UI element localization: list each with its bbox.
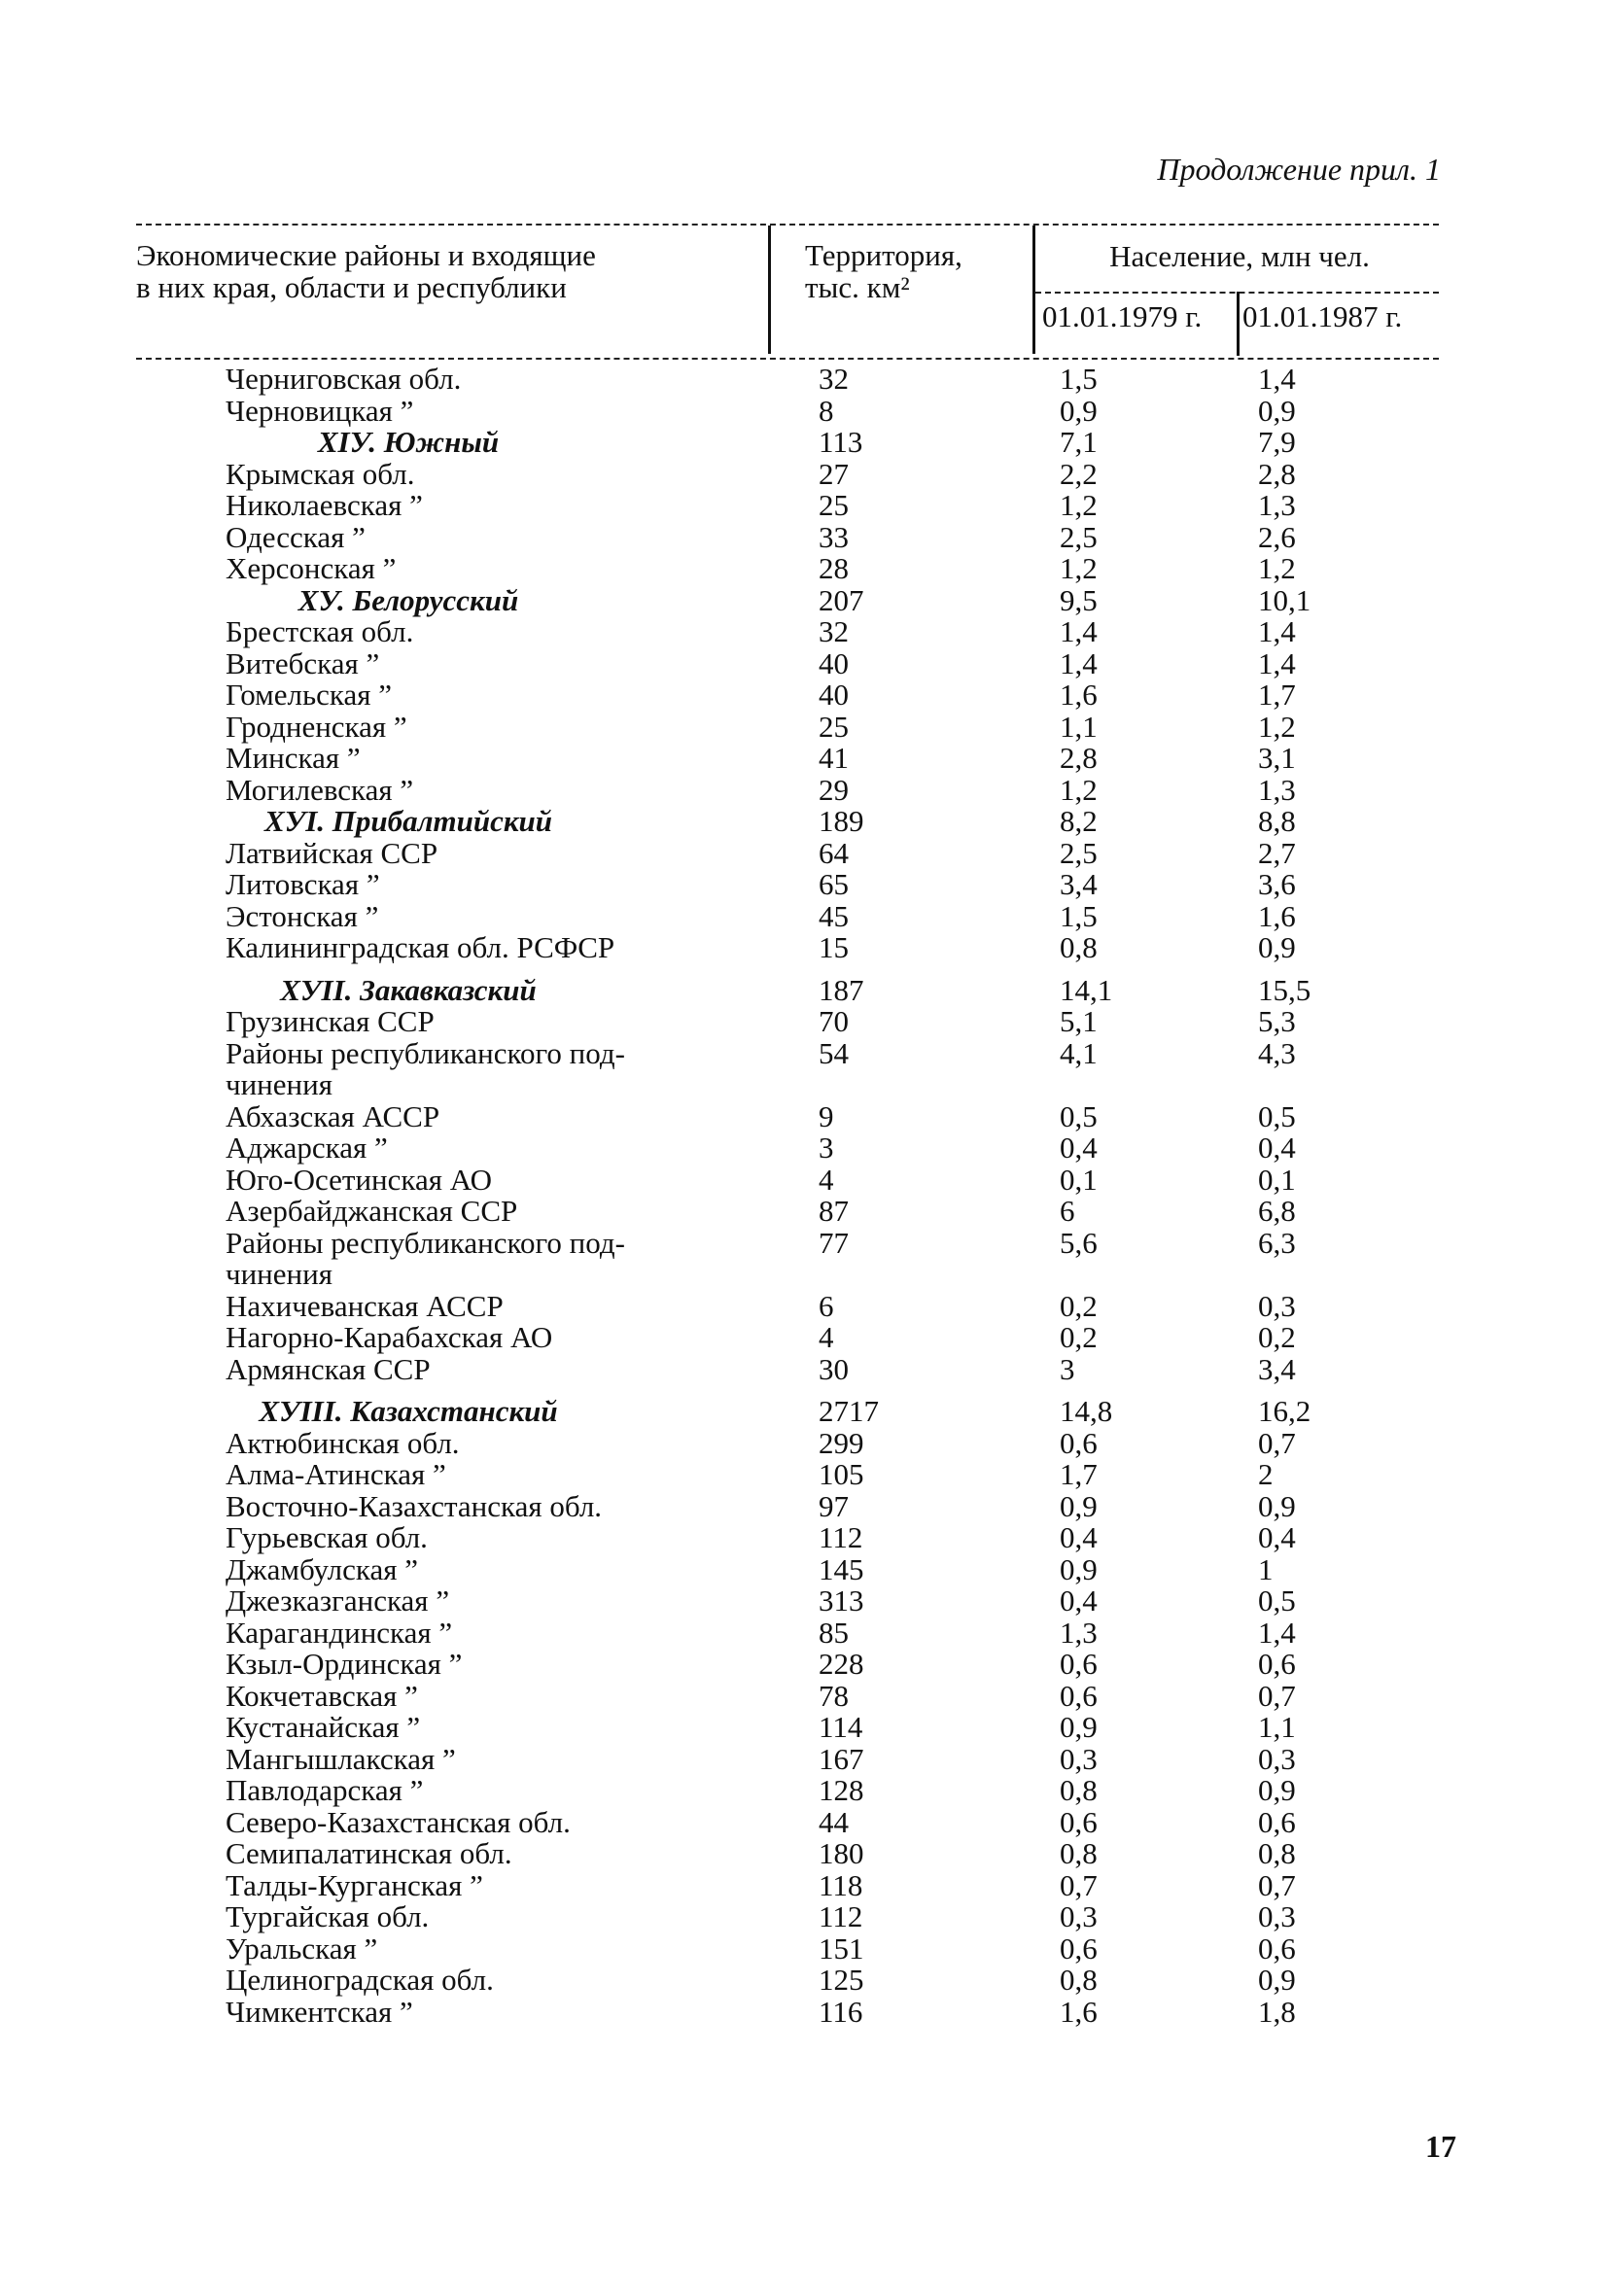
- row-pop-1979: 1,3: [1060, 1615, 1098, 1650]
- row-name: Николаевская ”: [226, 488, 423, 522]
- row-pop-1979: 0,8: [1060, 1963, 1098, 1997]
- row-pop-1987: 1,4: [1258, 1615, 1296, 1650]
- row-pop-1987: 1,1: [1258, 1710, 1296, 1744]
- row-territory: 78: [819, 1678, 849, 1713]
- table-row: [0, 1069, 1608, 1101]
- table-row: [0, 1741, 1608, 1776]
- table-row: [0, 1551, 1608, 1586]
- row-name: ХУI. Прибалтийский: [263, 804, 553, 838]
- row-pop-1979: 0,3: [1060, 1741, 1098, 1776]
- continuation-label: Продолжение прил. 1: [1157, 152, 1441, 187]
- row-territory: 189: [819, 804, 864, 838]
- table-row: [0, 1649, 1608, 1681]
- row-pop-1979: 1,2: [1060, 551, 1098, 585]
- table-row: [0, 1712, 1608, 1744]
- table-row: [0, 1994, 1608, 2029]
- row-name: Гурьевская обл.: [226, 1520, 428, 1554]
- table-row: [0, 1488, 1608, 1523]
- row-name: Чимкентская ”: [226, 1994, 413, 2029]
- table-row: [0, 1162, 1608, 1197]
- row-territory: 128: [819, 1773, 864, 1807]
- row-pop-1987: 3,4: [1258, 1351, 1296, 1386]
- row-pop-1979: 1,4: [1060, 645, 1098, 680]
- row-pop-1979: 0,2: [1060, 1320, 1098, 1354]
- table-body: [0, 364, 1608, 2028]
- row-pop-1979: 14,8: [1060, 1394, 1113, 1428]
- row-territory: 70: [819, 1004, 849, 1038]
- row-pop-1987: 0,3: [1258, 1899, 1296, 1933]
- region-heading-row: [0, 806, 1608, 838]
- row-pop-1979: 6: [1060, 1194, 1075, 1228]
- row-name: Витебская ”: [226, 645, 380, 680]
- table-row: [0, 679, 1608, 712]
- row-name: Латвийская ССР: [226, 835, 438, 870]
- row-pop-1979: 0,8: [1060, 930, 1098, 964]
- row-territory: 187: [819, 972, 864, 1007]
- row-name: ХУII. Закавказский: [280, 972, 537, 1007]
- row-territory: 40: [819, 645, 849, 680]
- row-pop-1987: 1,2: [1258, 551, 1296, 585]
- row-pop-1979: 1,7: [1060, 1457, 1098, 1491]
- row-name: Семипалатинская обл.: [226, 1836, 512, 1870]
- row-pop-1987: 6,8: [1258, 1194, 1296, 1228]
- region-heading-row: [0, 1396, 1608, 1428]
- table-row: [0, 645, 1608, 680]
- row-pop-1987: 5,3: [1258, 1004, 1296, 1038]
- row-pop-1987: 1,6: [1258, 898, 1296, 933]
- row-name: Северо-Казахстанская обл.: [226, 1804, 571, 1839]
- table-row: [0, 490, 1608, 522]
- row-territory: 27: [819, 456, 849, 491]
- row-territory: 40: [819, 678, 849, 712]
- table-row: [0, 1615, 1608, 1650]
- region-heading-row: [0, 972, 1608, 1007]
- row-name: Минская ”: [226, 741, 361, 775]
- row-name: Гродненская ”: [226, 709, 407, 744]
- row-pop-1979: 0,5: [1060, 1098, 1098, 1133]
- row-pop-1979: 0,9: [1060, 393, 1098, 428]
- row-territory: 105: [819, 1457, 864, 1491]
- row-name: Херсонская ”: [226, 551, 397, 585]
- row-name: Целиноградская обл.: [226, 1963, 494, 1997]
- row-territory: 151: [819, 1931, 864, 1966]
- row-pop-1987: 0,6: [1258, 1931, 1296, 1966]
- row-name: Кокчетавская ”: [226, 1678, 418, 1713]
- row-territory: 207: [819, 582, 864, 617]
- row-pop-1987: 1,8: [1258, 1994, 1296, 2029]
- row-territory: 112: [819, 1899, 863, 1933]
- row-pop-1979: 1,4: [1060, 614, 1098, 648]
- row-pop-1987: 15,5: [1258, 972, 1311, 1007]
- row-name: Азербайджанская ССР: [226, 1194, 518, 1228]
- row-name: ХУIII. Казахстанский: [259, 1394, 558, 1428]
- row-pop-1987: 1,2: [1258, 709, 1296, 744]
- row-territory: 44: [819, 1804, 849, 1839]
- row-pop-1987: 0,3: [1258, 1741, 1296, 1776]
- row-territory: 313: [819, 1583, 864, 1618]
- row-territory: 6: [819, 1288, 834, 1323]
- row-pop-1987: 0,9: [1258, 393, 1296, 428]
- row-pop-1987: 1,7: [1258, 678, 1296, 712]
- row-pop-1979: 5,6: [1060, 1225, 1098, 1260]
- table-row: [0, 1585, 1608, 1618]
- row-pop-1987: 0,5: [1258, 1098, 1296, 1133]
- row-territory: 3: [819, 1131, 834, 1165]
- table-row: [0, 1006, 1608, 1038]
- table-row: [0, 835, 1608, 870]
- row-territory: 28: [819, 551, 849, 585]
- row-pop-1979: 2,2: [1060, 456, 1098, 491]
- row-name: Эстонская ”: [226, 898, 379, 933]
- row-territory: 29: [819, 772, 849, 807]
- row-pop-1979: 0,6: [1060, 1678, 1098, 1713]
- row-territory: 33: [819, 519, 849, 554]
- row-name: Черниговская обл.: [226, 362, 462, 396]
- row-name: Нахичеванская АССР: [226, 1288, 504, 1323]
- row-name: Грузинская ССР: [226, 1004, 435, 1038]
- table-row: [0, 932, 1608, 964]
- row-territory: 65: [819, 867, 849, 901]
- row-pop-1979: 0,8: [1060, 1836, 1098, 1870]
- row-territory: 118: [819, 1867, 863, 1902]
- header-divider-1: [768, 226, 771, 354]
- row-pop-1979: 1,2: [1060, 488, 1098, 522]
- row-name: Могилевская ”: [226, 772, 414, 807]
- row-pop-1979: 14,1: [1060, 972, 1113, 1007]
- row-pop-1987: 8,8: [1258, 804, 1296, 838]
- row-name: Районы республиканского под-: [226, 1225, 625, 1260]
- region-heading-row: [0, 582, 1608, 617]
- row-pop-1979: 0,1: [1060, 1162, 1098, 1197]
- row-name: Павлодарская ”: [226, 1773, 424, 1807]
- table-row: [0, 1838, 1608, 1870]
- row-name: Районы республиканского под-: [226, 1035, 625, 1070]
- row-pop-1979: 1,5: [1060, 898, 1098, 933]
- row-territory: 25: [819, 488, 849, 522]
- row-pop-1979: 1,2: [1060, 772, 1098, 807]
- table-row: [0, 519, 1608, 554]
- row-pop-1987: 2,6: [1258, 519, 1296, 554]
- row-pop-1987: 0,3: [1258, 1288, 1296, 1323]
- row-pop-1987: 0,9: [1258, 1773, 1296, 1807]
- header-regions-line1: Экономические районы и входящие: [136, 238, 596, 272]
- row-pop-1987: 10,1: [1258, 582, 1311, 617]
- row-pop-1979: 9,5: [1060, 582, 1098, 617]
- row-territory: 113: [819, 425, 863, 459]
- row-pop-1987: 0,1: [1258, 1162, 1296, 1197]
- row-name: Юго-Осетинская АО: [226, 1162, 492, 1197]
- table-row: [0, 1288, 1608, 1323]
- row-name: Аджарская ”: [226, 1131, 388, 1165]
- row-pop-1979: 0,9: [1060, 1488, 1098, 1523]
- table-row: [0, 869, 1608, 901]
- table-row: [0, 1098, 1608, 1133]
- row-territory: 25: [819, 709, 849, 744]
- row-territory: 116: [819, 1994, 863, 2029]
- row-name: ХУ. Белорусский: [297, 582, 519, 617]
- header-territory: [805, 239, 1038, 303]
- row-pop-1979: 1,6: [1060, 1994, 1098, 2029]
- row-pop-1987: 0,2: [1258, 1320, 1296, 1354]
- row-territory: 9: [819, 1098, 834, 1133]
- row-name: Крымская обл.: [226, 456, 415, 491]
- row-pop-1979: 1,6: [1060, 678, 1098, 712]
- row-territory: 32: [819, 614, 849, 648]
- row-territory: 30: [819, 1351, 849, 1386]
- row-pop-1979: 5,1: [1060, 1004, 1098, 1038]
- row-territory: 167: [819, 1741, 864, 1776]
- header-territory-line2: тыс. км²: [805, 270, 910, 304]
- table-row: [0, 1678, 1608, 1713]
- row-territory: 77: [819, 1225, 849, 1260]
- row-pop-1979: 3: [1060, 1351, 1075, 1386]
- table-row: [0, 1322, 1608, 1354]
- row-name: Джамбулская ”: [226, 1551, 419, 1586]
- header-divider-3: [1237, 292, 1240, 356]
- row-pop-1979: 0,3: [1060, 1899, 1098, 1933]
- row-territory: 41: [819, 741, 849, 775]
- row-pop-1979: 0,2: [1060, 1288, 1098, 1323]
- row-pop-1979: 0,6: [1060, 1931, 1098, 1966]
- row-name: Алма-Атинская ”: [226, 1457, 446, 1491]
- header-territory-line1: Территория,: [805, 238, 962, 272]
- row-territory: 114: [819, 1710, 863, 1744]
- row-name: Актюбинская обл.: [226, 1425, 460, 1460]
- row-territory: 2717: [819, 1394, 879, 1428]
- row-name: Карагандинская ”: [226, 1615, 453, 1650]
- row-pop-1987: 6,3: [1258, 1225, 1296, 1260]
- row-pop-1987: 0,4: [1258, 1131, 1296, 1165]
- row-pop-1979: 3,4: [1060, 867, 1098, 901]
- table-row: [0, 1132, 1608, 1165]
- row-pop-1979: 0,4: [1060, 1583, 1098, 1618]
- row-territory: 299: [819, 1425, 864, 1460]
- table-row: [0, 1933, 1608, 1966]
- row-pop-1979: 4,1: [1060, 1035, 1098, 1070]
- row-name: Одесская ”: [226, 519, 366, 554]
- table-header: [136, 224, 1439, 360]
- row-territory: 4: [819, 1162, 834, 1197]
- table-row: [0, 616, 1608, 648]
- table-row: [0, 1259, 1608, 1291]
- row-pop-1987: 0,8: [1258, 1836, 1296, 1870]
- table-row: [0, 1225, 1608, 1260]
- row-pop-1987: 3,6: [1258, 867, 1296, 901]
- row-territory: 145: [819, 1551, 864, 1586]
- table-row: [0, 1867, 1608, 1902]
- table-row: [0, 1196, 1608, 1228]
- row-name: Кустанайская ”: [226, 1710, 421, 1744]
- row-pop-1987: 0,9: [1258, 1963, 1296, 1997]
- row-pop-1987: 1,4: [1258, 614, 1296, 648]
- table-row: [0, 898, 1608, 933]
- row-pop-1979: 0,4: [1060, 1131, 1098, 1165]
- table-row: [0, 364, 1608, 396]
- row-name: Гомельская ”: [226, 678, 392, 712]
- row-name: Кзыл-Ординская ”: [226, 1647, 463, 1681]
- row-name: Восточно-Казахстанская обл.: [226, 1488, 603, 1523]
- table-row: [0, 709, 1608, 744]
- table-row: [0, 1459, 1608, 1491]
- row-territory: 8: [819, 393, 834, 428]
- row-pop-1979: 2,5: [1060, 519, 1098, 554]
- row-pop-1987: 16,2: [1258, 1394, 1311, 1428]
- row-pop-1979: 0,9: [1060, 1710, 1098, 1744]
- header-regions: [136, 239, 739, 303]
- row-pop-1979: 0,7: [1060, 1867, 1098, 1902]
- row-pop-1987: 4,3: [1258, 1035, 1296, 1070]
- header-pop-1987: 01.01.1987 г.: [1242, 299, 1403, 333]
- row-pop-1979: 0,8: [1060, 1773, 1098, 1807]
- row-pop-1987: 0,7: [1258, 1678, 1296, 1713]
- row-name: Тургайская обл.: [226, 1899, 430, 1933]
- row-pop-1987: 0,5: [1258, 1583, 1296, 1618]
- row-territory: 85: [819, 1615, 849, 1650]
- row-name: чинения: [226, 1067, 332, 1101]
- row-territory: 54: [819, 1035, 849, 1070]
- header-pop-1979: 01.01.1979 г.: [1042, 299, 1203, 333]
- row-pop-1979: 0,9: [1060, 1551, 1098, 1586]
- table-row: [0, 1965, 1608, 1997]
- row-pop-1987: 0,9: [1258, 930, 1296, 964]
- row-pop-1987: 0,7: [1258, 1867, 1296, 1902]
- row-pop-1987: 1,4: [1258, 362, 1296, 396]
- header-regions-line2: в них края, области и республики: [136, 270, 567, 304]
- row-name: Армянская ССР: [226, 1351, 431, 1386]
- row-pop-1987: 7,9: [1258, 425, 1296, 459]
- header-divider-2: [1032, 226, 1035, 354]
- row-pop-1979: 1,5: [1060, 362, 1098, 396]
- row-name: Калининградская обл. РСФСР: [226, 930, 615, 964]
- row-pop-1987: 2: [1258, 1457, 1274, 1491]
- row-pop-1987: 3,1: [1258, 741, 1296, 775]
- row-pop-1979: 2,5: [1060, 835, 1098, 870]
- region-heading-row: [0, 427, 1608, 459]
- row-pop-1987: 1: [1258, 1551, 1274, 1586]
- row-name: Абхазская АССР: [226, 1098, 440, 1133]
- row-pop-1979: 1,1: [1060, 709, 1098, 744]
- row-territory: 64: [819, 835, 849, 870]
- row-name: XIУ. Южный: [317, 425, 500, 459]
- row-pop-1987: 0,6: [1258, 1804, 1296, 1839]
- table-row: [0, 1901, 1608, 1933]
- row-pop-1979: 0,6: [1060, 1425, 1098, 1460]
- row-name: Нагорно-Карабахская АО: [226, 1320, 553, 1354]
- row-name: чинения: [226, 1257, 332, 1291]
- row-territory: 97: [819, 1488, 849, 1523]
- row-name: Джезказганская ”: [226, 1583, 450, 1618]
- row-territory: 228: [819, 1647, 864, 1681]
- row-territory: 32: [819, 362, 849, 396]
- row-territory: 112: [819, 1520, 863, 1554]
- table-row: [0, 1351, 1608, 1386]
- row-pop-1987: 0,7: [1258, 1425, 1296, 1460]
- row-name: Литовская ”: [226, 867, 380, 901]
- table-row: [0, 1775, 1608, 1807]
- row-pop-1979: 0,6: [1060, 1804, 1098, 1839]
- row-pop-1987: 1,3: [1258, 488, 1296, 522]
- table-row: [0, 1425, 1608, 1460]
- row-pop-1987: 2,7: [1258, 835, 1296, 870]
- page-number: 17: [1425, 2129, 1456, 2164]
- row-pop-1979: 0,6: [1060, 1647, 1098, 1681]
- row-pop-1987: 0,9: [1258, 1488, 1296, 1523]
- row-pop-1987: 1,4: [1258, 645, 1296, 680]
- table-row: [0, 1522, 1608, 1554]
- table-row: [0, 553, 1608, 585]
- row-name: Мангышлакская ”: [226, 1741, 456, 1776]
- table-row: [0, 1804, 1608, 1839]
- table-row: [0, 1035, 1608, 1070]
- row-name: Черновицкая ”: [226, 393, 414, 428]
- table-row: [0, 393, 1608, 428]
- row-name: Уральская ”: [226, 1931, 378, 1966]
- row-pop-1979: 7,1: [1060, 425, 1098, 459]
- row-territory: 87: [819, 1194, 849, 1228]
- row-territory: 15: [819, 930, 849, 964]
- row-territory: 125: [819, 1963, 864, 1997]
- table-row: [0, 743, 1608, 775]
- row-pop-1987: 0,4: [1258, 1520, 1296, 1554]
- row-territory: 4: [819, 1320, 834, 1354]
- row-pop-1979: 0,4: [1060, 1520, 1098, 1554]
- row-pop-1987: 2,8: [1258, 456, 1296, 491]
- table-row: [0, 456, 1608, 491]
- row-territory: 45: [819, 898, 849, 933]
- row-pop-1979: 2,8: [1060, 741, 1098, 775]
- row-pop-1987: 0,6: [1258, 1647, 1296, 1681]
- row-name: Брестская обл.: [226, 614, 414, 648]
- table-row: [0, 772, 1608, 807]
- header-population: Население, млн чел.: [1109, 239, 1370, 273]
- row-territory: 180: [819, 1836, 864, 1870]
- row-pop-1979: 8,2: [1060, 804, 1098, 838]
- row-name: Талды-Курганская ”: [226, 1867, 483, 1902]
- row-pop-1987: 1,3: [1258, 772, 1296, 807]
